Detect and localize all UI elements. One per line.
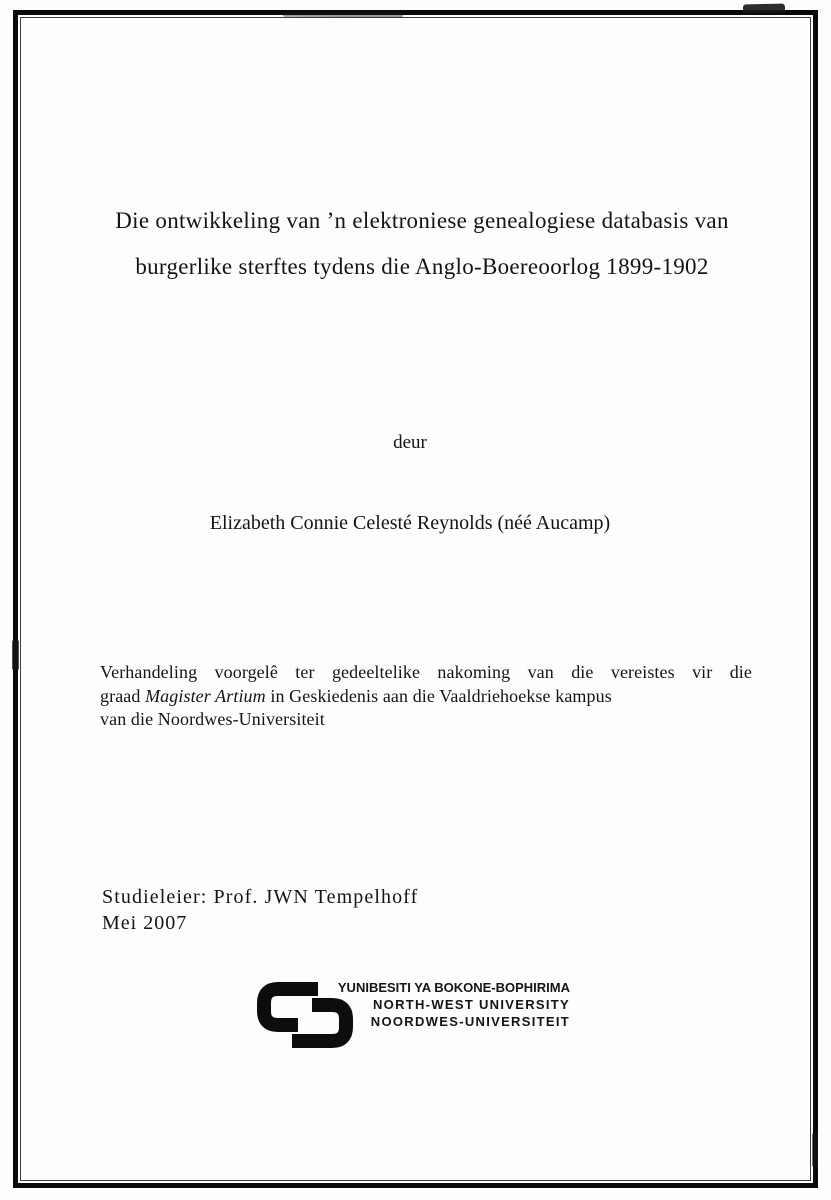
logo-line-english: NORTH-WEST UNIVERSITY	[372, 997, 570, 1012]
submission-statement-line-2	[100, 685, 752, 709]
nwu-logo-wordmark	[338, 979, 570, 1030]
submission-statement-line-1: Verhandeling voorgelê ter gedeeltelike nakoming van die vereistes vir die	[100, 662, 752, 682]
logo-line-afrikaans: NOORDWES-UNIVERSITEIT	[370, 1014, 570, 1029]
degree-prefix: graad	[100, 685, 146, 706]
byline-label: deur	[393, 432, 427, 453]
scan-artifact	[743, 4, 785, 14]
supervisor-line: Studieleier: Prof. JWN Tempelhoff	[102, 886, 419, 908]
submission-statement	[100, 661, 752, 732]
thesis-title-line-2: burgerlike sterftes tydens die Anglo-Boereoorlog 1899-1902	[135, 254, 709, 279]
thesis-title	[98, 198, 746, 290]
scan-artifact	[283, 13, 403, 18]
degree-name: Magister Artium	[145, 685, 266, 706]
date-line: Mei 2007	[102, 912, 188, 934]
degree-suffix: in Geskiedenis aan die Vaaldriehoekse kampus	[265, 685, 612, 706]
scan-artifact	[12, 640, 19, 670]
author-name: Elizabeth Connie Celesté Reynolds (néé Aucamp)	[209, 512, 611, 534]
logo-line-setswana: YUNIBESITI YA BOKONE-BOPHIRIMA	[337, 980, 570, 995]
nwu-logo	[255, 975, 570, 1055]
scan-artifact	[812, 1133, 818, 1167]
submission-statement-line-3: van die Noordwes-Universiteit	[100, 709, 325, 729]
thesis-title-line-1: Die ontwikkeling van ’n elektroniese genealogiese databasis van	[115, 208, 729, 233]
